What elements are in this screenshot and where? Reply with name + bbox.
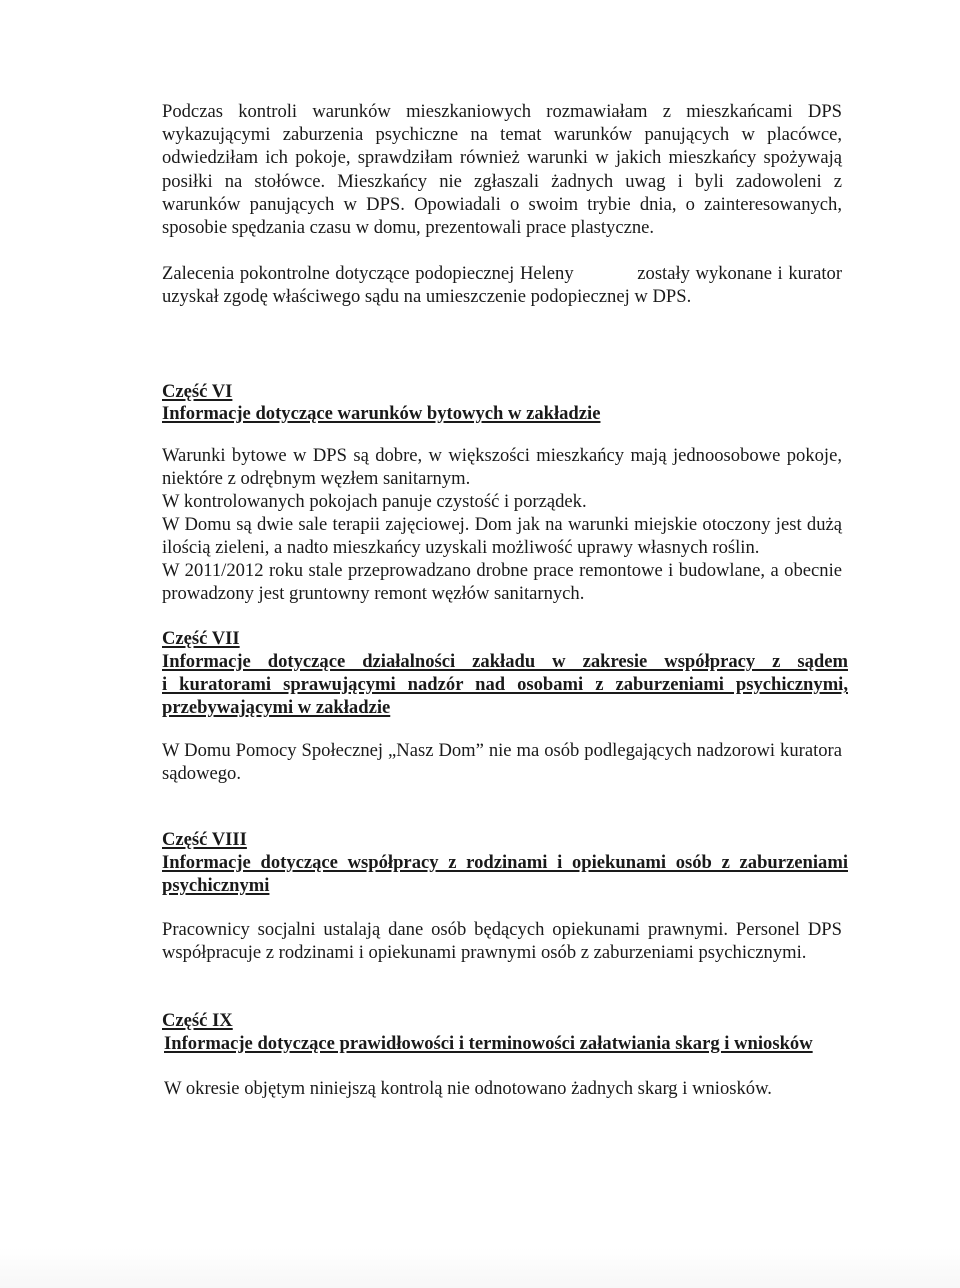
section-9-paragraph: W okresie objętym niniejszą kontrolą nie odnotowano żadnych skarg i wniosków. [164, 1078, 772, 1099]
section-6-label: Część VI [162, 381, 233, 402]
section-6-paragraph-3: W Domu są dwie sale terapii zajęciowej. Dom jak na warunki miejskie otoczony jest dużą ilością zieleni, a nadto mieszkańcy uzyskali możliwość uprawy własnych roślin. [162, 514, 842, 559]
section-7-title-line-3: przebywającymi w zakładzie [162, 697, 391, 719]
section-8-paragraph: Pracownicy socjalni ustalają dane osób będących opiekunami prawnymi. Personel DPS współpracuje z rodzinami i opiekunami prawnymi osób z zaburzeniami psychicznymi. [162, 919, 842, 964]
section-7-label: Część VII [162, 628, 240, 649]
section-7-title-line-2: i kuratorami sprawującymi nadzór nad osobami z zaburzeniami psychicznymi, [162, 674, 848, 696]
intro-paragraph-1: Podczas kontroli warunków mieszkaniowych rozmawiałam z mieszkańcami DPS wykazującymi zaburzenia psychiczne na temat warunków panujących w placówce, odwiedziłam ich pokoje, sprawdziłam również warunki w jakich mieszkańcy spożywają posiłki na stołówce. Mieszkańcy nie zgłaszali żadnych uwag i byli zadowoleni z warunków panujących w DPS. Opowiadali o swoim trybie dnia, o zainteresowanych, sposobie spędzania czasu w domu, prezentowali prace plastyczne. [162, 101, 842, 239]
intro-paragraph-2-part-2: zostały wykonane i kurator uzyskał zgodę właściwego sądu na umieszczenie podopiecznej w DPS. [162, 263, 843, 308]
scan-edge-shading [0, 1248, 960, 1288]
section-6-title: Informacje dotyczące warunków bytowych w zakładzie [162, 403, 601, 424]
section-8-title-line-1: Informacje dotyczące współpracy z rodzinami i opiekunami osób z zaburzeniami [162, 852, 848, 873]
section-8-label: Część VIII [162, 829, 247, 850]
section-9-title: Informacje dotyczące prawidłowości i terminowości załatwiania skarg i wniosków [164, 1033, 813, 1054]
section-6-paragraph-4: W 2011/2012 roku stale przeprowadzano drobne prace remontowe i budowlane, a obecnie prowadzony jest gruntowny remont węzłów sanitarnych. [162, 560, 842, 605]
section-6-paragraph-2: W kontrolowanych pokojach panuje czystość i porządek. [162, 491, 587, 512]
section-6-paragraph-1: Warunki bytowe w DPS są dobre, w większości mieszkańcy mają jednoosobowe pokoje, niektóre z odrębnym węzłem sanitarnym. [162, 445, 842, 490]
intro-paragraph-2 [162, 262, 842, 308]
section-8-title-line-2: psychicznymi [162, 875, 270, 897]
section-9-label: Część IX [162, 1010, 233, 1031]
section-7-paragraph: W Domu Pomocy Społecznej „Nasz Dom” nie ma osób podlegających nadzorowi kuratora sądowego. [162, 740, 842, 785]
section-7-title-line-1: Informacje dotyczące działalności zakładu w zakresie współpracy z sądem [162, 651, 848, 672]
intro-paragraph-2-part-1: Zalecenia pokontrolne dotyczące podopiecznej Heleny [162, 263, 574, 284]
section-8-title [162, 851, 848, 897]
section-7-title [162, 650, 848, 720]
